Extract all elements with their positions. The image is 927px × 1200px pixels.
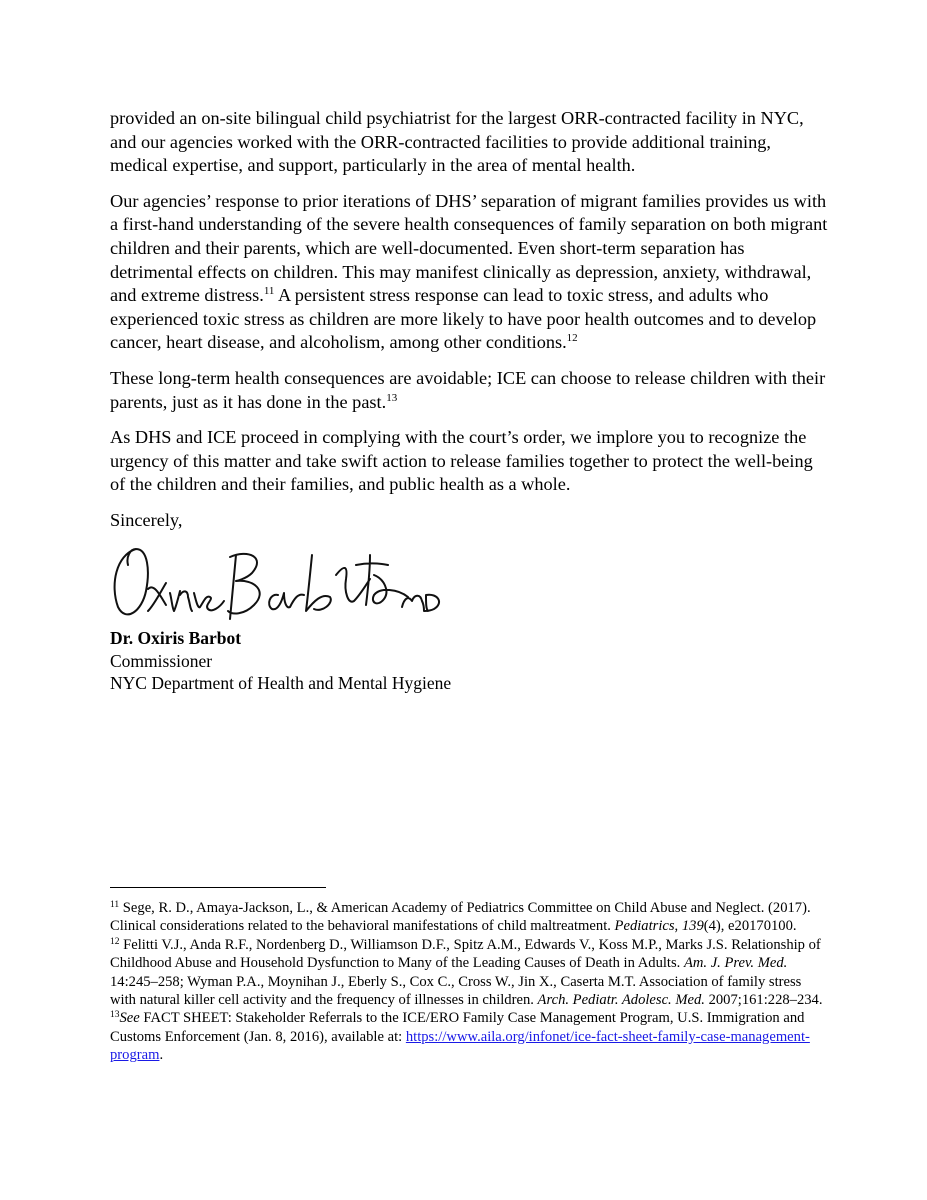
signer-organization: NYC Department of Health and Mental Hygiene xyxy=(110,673,452,693)
footnote-11-journal: Pediatrics xyxy=(614,918,675,935)
paragraph-4-text: As DHS and ICE proceed in complying with the court’s order, we implore you to recognize the urgency of this matter and take swift action to release families together to protect the well-being of the children and their families, and public health as a whole. xyxy=(110,427,813,495)
footnote-12 xyxy=(110,936,830,1010)
signature-image xyxy=(108,535,448,625)
paragraph-4 xyxy=(110,426,830,497)
footnote-12-text-c: 2007;161:228–234. xyxy=(704,992,823,1009)
paragraph-2-text-a: Our agencies’ response to prior iterations of DHS’ separation of migrant families provides us with a first-hand understanding of the severe health consequences of family separation on both migrant children and their parents, which are well-documented. Even short-term separation has detrimental effects on children. This may manifest clinically as depression, anxiety, withdrawal, and extreme distress. xyxy=(110,190,828,306)
paragraph-3 xyxy=(110,367,830,414)
footnote-13-end: . xyxy=(159,1047,164,1064)
letter-body xyxy=(110,107,830,545)
footnote-ref-13: 13 xyxy=(386,391,398,404)
paragraph-1 xyxy=(110,107,830,178)
footnote-11-volume: 139 xyxy=(681,918,704,935)
footnote-ref-12: 12 xyxy=(566,332,578,345)
footnotes xyxy=(110,899,830,1065)
footnote-12-number: 12 xyxy=(110,936,120,947)
paragraph-2 xyxy=(110,190,830,355)
signer-name: Dr. Oxiris Barbot xyxy=(110,628,242,648)
footnote-11-text-a: Sege, R. D., Amaya-Jackson, L., & American Academy of Pediatrics Committee on Child Abuse and Neglect. (2017). Clinical considerations related to the behavioral manifestations of child maltreatment. xyxy=(110,900,811,935)
footnote-divider xyxy=(110,887,326,888)
footnote-13-text: FACT SHEET: Stakeholder Referrals to the ICE/ERO Family Case Management Program, U.S. Immigration and Customs Enforcement (Jan. 8, 2016), available at: xyxy=(110,1010,805,1045)
footnote-13-link[interactable]: https://www.aila.org/infonet/ice-fact-sheet-family-case-management-program xyxy=(110,1028,810,1064)
paragraph-3-text: These long-term health consequences are avoidable; ICE can choose to release children with their parents, just as it has done in the past. xyxy=(110,367,826,412)
footnote-ref-11: 11 xyxy=(263,285,275,298)
footnote-13 xyxy=(110,1009,830,1064)
footnote-12-journal-1: Am. J. Prev. Med. xyxy=(683,955,788,972)
paragraph-1-text: provided an on-site bilingual child psychiatrist for the largest ORR-contracted facility in NYC, and our agencies worked with the ORR-contracted facilities to provide additional training, medical expertise, and support, particularly in the area of mental health. xyxy=(110,108,804,176)
footnote-12-text-b: 14:245–258; Wyman P.A., Moynihan J., Eberly S., Cox C., Cross W., Jin X., Caserta M.T. Association of family stress with natural killer cell activity and the frequency of illnesses in children. xyxy=(110,973,802,1009)
footnote-11 xyxy=(110,899,830,936)
footnote-11-sep: , xyxy=(674,918,682,935)
footnote-12-text-a: Felitti V.J., Anda R.F., Nordenberg D., Williamson D.F., Spitz A.M., Edwards V., Koss M.P., Marks J.S. Relationship of Childhood Abuse and Household Dysfunction to Many of the Leading Causes of Death in Adults. xyxy=(110,936,821,972)
signer-title: Commissioner xyxy=(110,650,213,671)
footnote-13-see: See xyxy=(119,1010,140,1027)
paragraph-2-text-b: A persistent stress response can lead to toxic stress, and adults who experienced toxic stress as children are more likely to have poor health outcomes and to develop cancer, heart disease, and alcoholism, among other conditions. xyxy=(110,285,817,353)
footnote-11-text-b: (4), e20170100. xyxy=(703,918,797,935)
signer-block xyxy=(110,627,451,695)
footnote-13-number: 13 xyxy=(110,1010,120,1021)
closing: Sincerely, xyxy=(110,509,183,530)
footnote-12-journal-2: Arch. Pediatr. Adolesc. Med. xyxy=(537,992,705,1009)
footnote-11-number: 11 xyxy=(110,900,120,910)
